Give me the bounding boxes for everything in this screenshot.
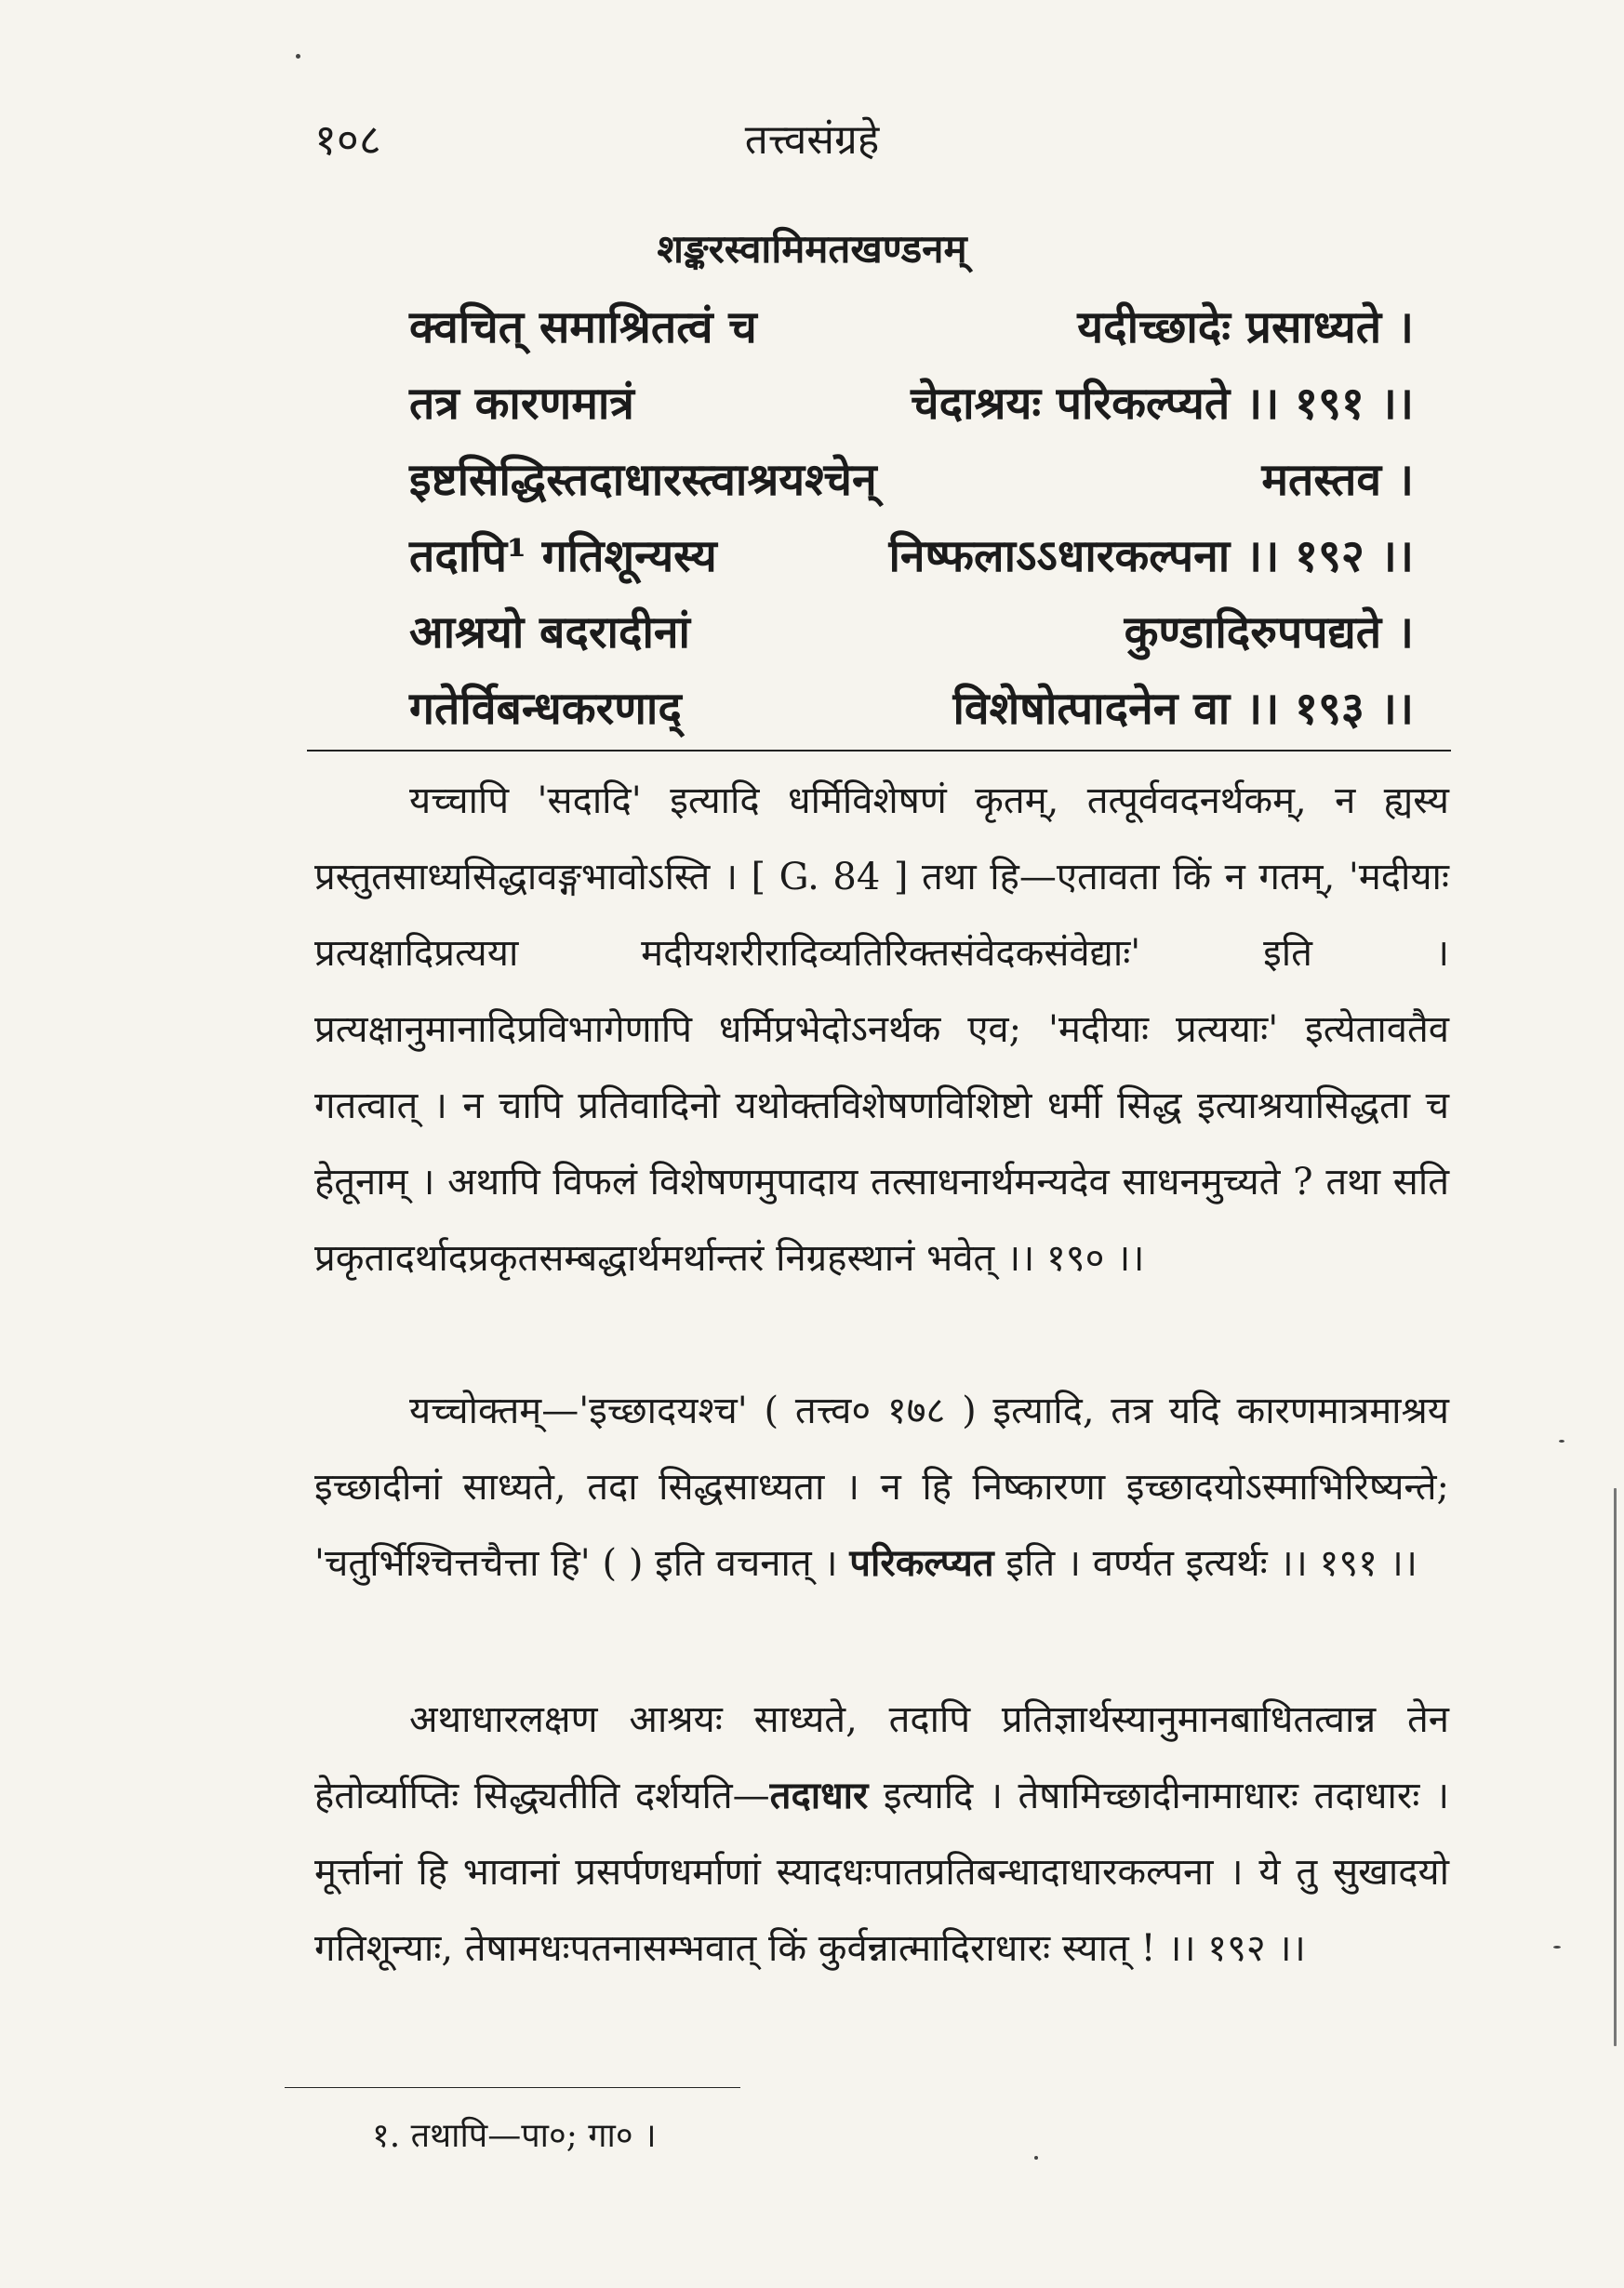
verse-second-half: चेदाश्रयः परिकल्प्यते ।। १९१ ।। — [911, 378, 1414, 430]
verse-first-half: तत्र कारणमात्रं — [409, 378, 634, 430]
verse-first-half: क्वचित् समाश्रितत्वं च — [409, 301, 757, 353]
commentary-lemma: परिकल्प्यत — [849, 1541, 994, 1585]
scan-speck — [1553, 1946, 1561, 1949]
scan-speck — [1559, 1440, 1564, 1443]
commentary-paragraph — [314, 1682, 1449, 1987]
verse-second-half: मतस्तव । — [1261, 454, 1414, 506]
footnote: १. तथापि—पा०; गा० । — [372, 2117, 657, 2155]
verse-line — [409, 296, 1414, 356]
footnote-rule — [285, 2087, 740, 2088]
scan-speck — [296, 54, 300, 59]
verse-line — [409, 448, 1414, 509]
verse-second-half: विशेषोत्पादनेन वा ।। १९३ ।। — [952, 683, 1414, 735]
verse-first-half: गतेर्विबन्धकरणाद् — [409, 683, 682, 735]
commentary-text: इत्यादि । तेषामिच्छादीनामाधारः तदाधारः । मूर्त्तानां हि भावानां प्रसर्पणधर्माणां स्यादधःपातप्रतिबन्धादाधारकल्पना । ये तु सुखादयो गतिशून्याः, तेषामधःपतनासम्भवात् किं कुर्वन्नात्मादिराधारः स्यात् ! ।। १९२ ।। — [314, 1775, 1449, 1970]
verse-line — [409, 601, 1414, 661]
section-title: शङ्करस्वामिमतखण्डनम् — [657, 226, 967, 272]
verse-line — [409, 372, 1414, 432]
verse-second-half: कुण्डादिरुपपद्यते । — [1124, 606, 1414, 658]
verse-line — [409, 677, 1414, 738]
verse-line — [409, 525, 1414, 585]
commentary-paragraph — [314, 1373, 1449, 1602]
scan-speck — [1034, 2156, 1038, 2160]
commentary-text: इति । वर्ण्यत इत्यर्थः ।। १९१ ।। — [993, 1542, 1418, 1585]
verse-second-half: यदीच्छादेः प्रसाध्यते । — [1077, 301, 1414, 353]
commentary-text: अथाधारलक्षण आश्रयः साध्यते, तदापि प्रतिज्ञार्थस्यानुमानबाधितत्वान्न तेन हेतोर्व्याप्तिः सिद्ध्यतीति दर्शयति— — [314, 1698, 1449, 1817]
verse-first-half: तदापि¹ गतिशून्यस्य — [409, 530, 717, 582]
running-head: तत्त्वसंग्रहे — [744, 116, 880, 164]
commentary-lemma: तदाधार — [769, 1774, 869, 1817]
page-number: १०८ — [314, 114, 381, 165]
commentary-paragraph — [314, 763, 1449, 1297]
verse-second-half: निष्फलाऽऽधारकल्पना ।। १९२ ।। — [888, 530, 1414, 582]
scan-edge-shadow — [1614, 1488, 1617, 2046]
commentary-text: यच्चापि 'सदादि' इत्यादि धर्मिविशेषणं कृतम्, तत्पूर्ववदनर्थकम्, न ह्यस्य प्रस्तुतसाध्यसिद्धावङ्गभावोऽस्ति । [ G. 84 ] तथा हि—एतावता किं न गतम्, 'मदीयाः प्रत्यक्षादिप्रत्यया मदीयशरीरादिव्यतिरिक्तसंवेदकसंवेद्याः' इति । प्रत्यक्षानुमानादिप्रविभागेणापि धर्मिप्रभेदोऽनर्थक एव; 'मदीयाः प्रत्ययाः' इत्येतावतैव गतत्वात् । न चापि प्रतिवादिनो यथोक्तविशेषणविशिष्टो धर्मी सिद्ध इत्याश्रयासिद्धता च हेतूनाम् । अथापि विफलं विशेषणमुपादाय तत्साधनार्थमन्यदेव साधनमुच्यते ? तथा सति प्रकृतादर्थादप्रकृतसम्बद्धार्थमर्थान्तरं निग्रहस्थानं भवेत् ।। १९० ।। — [314, 779, 1449, 1280]
commentary-text: यच्चोक्तम्—'इच्छादयश्च' ( तत्त्व० १७८ ) इत्यादि, तत्र यदि कारणमात्रमाश्रय इच्छादीनां साध्यते, तदा सिद्धसाध्यता । न हि निष्कारणा इच्छादयोऽस्माभिरिष्यन्ते; 'चतुर्भिश्चित्तचैत्ता हि' ( ) इति वचनात् । — [314, 1390, 1449, 1585]
verse-first-half: इष्टसिद्धिस्तदाधारस्त्वाश्रयश्चेन् — [409, 454, 877, 506]
verse-first-half: आश्रयो बदरादीनां — [409, 606, 690, 658]
verse-separator-rule — [307, 750, 1451, 752]
